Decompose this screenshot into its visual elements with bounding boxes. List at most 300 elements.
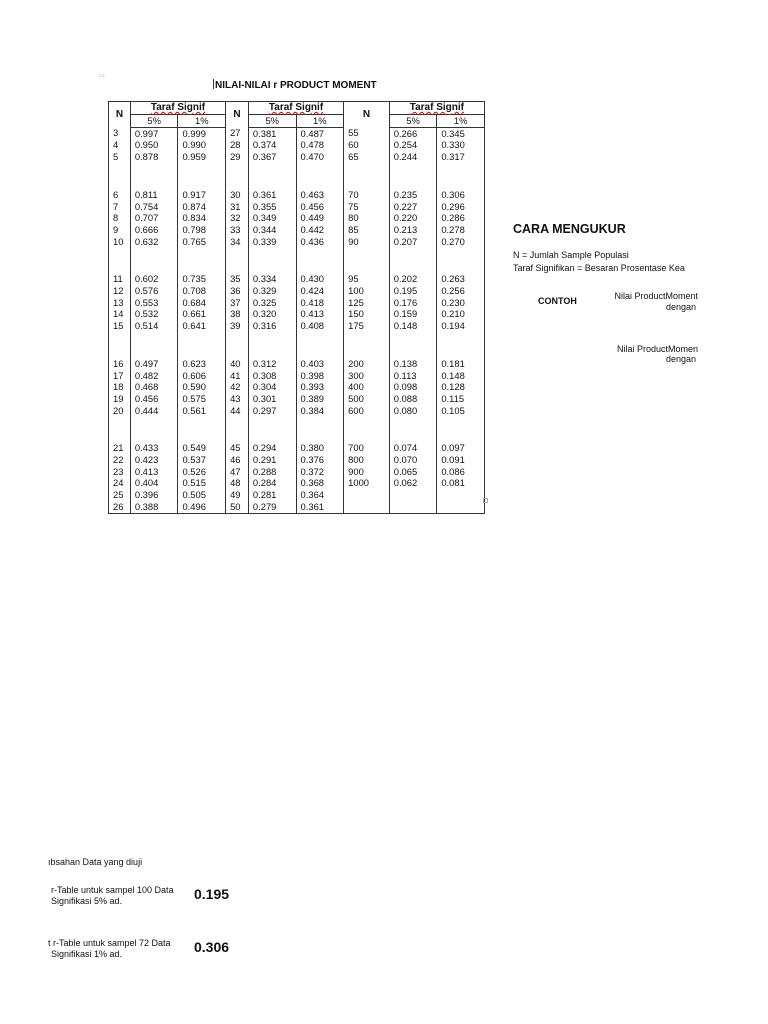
table-row xyxy=(109,370,485,382)
n-cell: 33 xyxy=(226,224,249,236)
r-value-cell: 0.433 xyxy=(130,442,178,454)
n-cell: 24 xyxy=(109,477,131,489)
r-value-cell: 0.449 xyxy=(296,212,344,224)
r-value-cell: 0.398 xyxy=(296,370,344,382)
n-cell: 43 xyxy=(226,393,249,405)
spacer-cell xyxy=(226,247,249,273)
spacer-cell xyxy=(344,332,390,358)
r-value-cell: 0.532 xyxy=(130,308,178,320)
r-value-cell: 0.423 xyxy=(130,454,178,466)
r-value-cell: 0.086 xyxy=(437,466,485,478)
r-value-cell: 0.623 xyxy=(178,358,226,370)
r-value-cell: 0.515 xyxy=(178,477,226,489)
r-value-cell: 0.081 xyxy=(437,477,485,489)
n-cell: 38 xyxy=(226,308,249,320)
r-value-cell: 0.256 xyxy=(437,285,485,297)
r-value-cell: 0.210 xyxy=(437,308,485,320)
bottom-example1-line2: Signifikasi 5% ad. xyxy=(51,896,123,906)
spacer-cell xyxy=(130,247,178,273)
group-spacer xyxy=(109,416,485,442)
table-title: NILAI-NILAI r PRODUCT MOMENT xyxy=(215,80,377,91)
spacer-cell xyxy=(437,416,485,442)
n-cell: 17 xyxy=(109,370,131,382)
n-cell: 23 xyxy=(109,466,131,478)
n-cell: 27 xyxy=(226,127,249,139)
r-value-cell: 0.602 xyxy=(130,273,178,285)
r-value-cell: 0.497 xyxy=(130,358,178,370)
n-cell: 13 xyxy=(109,297,131,309)
r-value-cell: 0.917 xyxy=(178,189,226,201)
bottom-example2-line2: Signifikasi 1% ad. xyxy=(51,949,123,959)
taraf-description: Taraf Signifikan = Besaran Prosentase Kea xyxy=(513,263,685,273)
spacer-cell xyxy=(437,332,485,358)
group-spacer xyxy=(109,247,485,273)
n-cell: 42 xyxy=(226,381,249,393)
r-value-cell: 0.098 xyxy=(389,381,437,393)
table-row xyxy=(109,501,485,513)
r-value-cell: 0.590 xyxy=(178,381,226,393)
table-row xyxy=(109,393,485,405)
pct1-header: 1% xyxy=(178,115,226,128)
r-value-cell: 0.404 xyxy=(130,477,178,489)
n-cell: 1000 xyxy=(344,477,390,489)
spacer-cell xyxy=(130,332,178,358)
spacer-cell xyxy=(296,247,344,273)
n-cell: 31 xyxy=(226,201,249,213)
n-cell: 65 xyxy=(344,151,390,163)
spacer-cell xyxy=(178,416,226,442)
table-row xyxy=(109,201,485,213)
n-cell: 49 xyxy=(226,489,249,501)
n-cell: 18 xyxy=(109,381,131,393)
n-cell: 11 xyxy=(109,273,131,285)
r-value-cell xyxy=(389,489,437,501)
r-value-cell: 0.254 xyxy=(389,139,437,151)
r-value-cell: 0.684 xyxy=(178,297,226,309)
r-value-cell: 0.950 xyxy=(130,139,178,151)
table-row xyxy=(109,466,485,478)
table-row xyxy=(109,189,485,201)
taraf-signif-header: Taraf Signif xyxy=(389,102,484,115)
spacer-cell xyxy=(226,332,249,358)
spacer-cell xyxy=(344,247,390,273)
r-value-cell: 0.306 xyxy=(437,189,485,201)
r-value-cell: 0.463 xyxy=(296,189,344,201)
r-value-cell: 0.349 xyxy=(248,212,296,224)
n-cell: 4 xyxy=(109,139,131,151)
n-cell: 47 xyxy=(226,466,249,478)
r-value-cell: 0.708 xyxy=(178,285,226,297)
r-value-cell: 0.294 xyxy=(248,442,296,454)
n-cell: 60 xyxy=(344,139,390,151)
r-value-cell: 0.384 xyxy=(296,405,344,417)
r-value-cell: 0.113 xyxy=(389,370,437,382)
table-row xyxy=(109,442,485,454)
r-value-cell: 0.278 xyxy=(437,224,485,236)
r-value-cell: 0.661 xyxy=(178,308,226,320)
resize-handle[interactable] xyxy=(483,498,488,503)
r-value-cell: 0.281 xyxy=(248,489,296,501)
spacer-cell xyxy=(248,247,296,273)
n-cell: 100 xyxy=(344,285,390,297)
r-value-cell: 0.765 xyxy=(178,236,226,248)
r-value-cell: 0.754 xyxy=(130,201,178,213)
r-value-cell: 0.468 xyxy=(130,381,178,393)
r-value-cell: 0.194 xyxy=(437,320,485,332)
n-cell: 800 xyxy=(344,454,390,466)
r-value-cell xyxy=(437,501,485,513)
r-value-cell: 0.227 xyxy=(389,201,437,213)
spacer-cell xyxy=(109,163,131,189)
r-value-cell: 0.396 xyxy=(130,489,178,501)
n-cell: 95 xyxy=(344,273,390,285)
spacer-cell xyxy=(344,416,390,442)
n-cell: 85 xyxy=(344,224,390,236)
n-cell: 41 xyxy=(226,370,249,382)
pct1-header: 1% xyxy=(437,115,485,128)
r-value-cell: 0.470 xyxy=(296,151,344,163)
n-cell: 20 xyxy=(109,405,131,417)
n-cell: 39 xyxy=(226,320,249,332)
r-value-cell: 0.317 xyxy=(437,151,485,163)
n-cell: 40 xyxy=(226,358,249,370)
r-value-cell: 0.367 xyxy=(248,151,296,163)
r-value-cell: 0.344 xyxy=(248,224,296,236)
r-value-cell: 0.062 xyxy=(389,477,437,489)
n-cell xyxy=(344,501,390,513)
spacer-cell xyxy=(296,163,344,189)
r-value-cell: 0.128 xyxy=(437,381,485,393)
r-value-cell: 0.380 xyxy=(296,442,344,454)
n-cell: 15 xyxy=(109,320,131,332)
n-cell: 28 xyxy=(226,139,249,151)
n-cell: 46 xyxy=(226,454,249,466)
r-value-cell: 0.514 xyxy=(130,320,178,332)
spacer-cell xyxy=(109,416,131,442)
r-value-cell: 0.666 xyxy=(130,224,178,236)
r-value-cell: 0.361 xyxy=(248,189,296,201)
table-row xyxy=(109,273,485,285)
n-cell: 3 xyxy=(109,127,131,139)
r-value-cell: 0.176 xyxy=(389,297,437,309)
n-cell: 14 xyxy=(109,308,131,320)
r-value-cell: 0.526 xyxy=(178,466,226,478)
spacer-cell xyxy=(130,416,178,442)
pct5-header: 5% xyxy=(389,115,437,128)
r-value-cell: 0.505 xyxy=(178,489,226,501)
n-cell: 6 xyxy=(109,189,131,201)
pct5-header: 5% xyxy=(130,115,178,128)
r-value-cell: 0.735 xyxy=(178,273,226,285)
n-cell: 36 xyxy=(226,285,249,297)
bottom-example2-value: 0.306 xyxy=(194,939,230,955)
r-value-cell: 0.148 xyxy=(437,370,485,382)
r-value-cell: 0.291 xyxy=(248,454,296,466)
r-value-cell: 0.372 xyxy=(296,466,344,478)
r-value-cell: 0.413 xyxy=(130,466,178,478)
r-value-cell: 0.159 xyxy=(389,308,437,320)
r-value-cell: 0.070 xyxy=(389,454,437,466)
n-cell: 150 xyxy=(344,308,390,320)
n-cell: 26 xyxy=(109,501,131,513)
r-value-cell: 0.207 xyxy=(389,236,437,248)
r-value-cell: 0.442 xyxy=(296,224,344,236)
r-value-cell: 0.376 xyxy=(296,454,344,466)
r-value-cell: 0.444 xyxy=(130,405,178,417)
r-value-cell: 0.181 xyxy=(437,358,485,370)
r-value-cell: 0.641 xyxy=(178,320,226,332)
n-cell: 55 xyxy=(344,127,390,139)
r-value-cell: 0.456 xyxy=(130,393,178,405)
r-value-cell: 0.097 xyxy=(437,442,485,454)
table-row xyxy=(109,454,485,466)
r-value-cell: 0.270 xyxy=(437,236,485,248)
r-value-cell: 0.312 xyxy=(248,358,296,370)
spacer-cell xyxy=(389,332,437,358)
r-value-cell: 0.235 xyxy=(389,189,437,201)
spacer-cell xyxy=(389,163,437,189)
n-cell: 200 xyxy=(344,358,390,370)
n-cell: 600 xyxy=(344,405,390,417)
n-cell: 19 xyxy=(109,393,131,405)
r-value-cell: 0.263 xyxy=(437,273,485,285)
r-value-cell: 0.065 xyxy=(389,466,437,478)
spacer-cell xyxy=(437,163,485,189)
taraf-signif-header: Taraf Signif xyxy=(248,102,343,115)
r-value-cell: 0.266 xyxy=(389,127,437,139)
table-row xyxy=(109,285,485,297)
r-value-cell: 0.798 xyxy=(178,224,226,236)
n-cell: 44 xyxy=(226,405,249,417)
r-value-cell: 0.576 xyxy=(130,285,178,297)
n-cell: 9 xyxy=(109,224,131,236)
spacer-cell xyxy=(178,247,226,273)
r-value-cell: 0.482 xyxy=(130,370,178,382)
spacer-cell xyxy=(226,163,249,189)
r-value-cell: 0.279 xyxy=(248,501,296,513)
r-value-cell: 0.990 xyxy=(178,139,226,151)
n-header: N xyxy=(344,102,390,128)
spacer-cell xyxy=(389,416,437,442)
n-cell: 37 xyxy=(226,297,249,309)
r-value-cell: 0.202 xyxy=(389,273,437,285)
r-value-cell: 0.456 xyxy=(296,201,344,213)
bottom-example1-line1: r-Table untuk sampel 100 Data xyxy=(51,885,174,895)
r-value-cell: 0.301 xyxy=(248,393,296,405)
r-value-cell: 0.345 xyxy=(437,127,485,139)
pct1-header: 1% xyxy=(296,115,344,128)
r-value-cell: 0.296 xyxy=(437,201,485,213)
r-value-cell: 0.561 xyxy=(178,405,226,417)
r-value-cell: 0.632 xyxy=(130,236,178,248)
spacer-cell xyxy=(389,247,437,273)
r-value-cell: 0.138 xyxy=(389,358,437,370)
r-value-cell: 0.834 xyxy=(178,212,226,224)
example1-line2: dengan xyxy=(665,302,696,312)
example2-line2: dengan xyxy=(665,354,696,364)
r-value-cell: 0.478 xyxy=(296,139,344,151)
r-value-cell: 0.496 xyxy=(178,501,226,513)
spacer-cell xyxy=(248,416,296,442)
n-cell: 10 xyxy=(109,236,131,248)
spacer-cell xyxy=(130,163,178,189)
n-header: N xyxy=(226,102,249,128)
group-spacer xyxy=(109,163,485,189)
r-value-cell: 0.553 xyxy=(130,297,178,309)
cara-mengukur-title: CARA MENGUKUR xyxy=(513,222,626,234)
r-value-cell: 0.393 xyxy=(296,381,344,393)
pct5-header: 5% xyxy=(248,115,296,128)
table-row xyxy=(109,127,485,139)
r-value-cell: 0.811 xyxy=(130,189,178,201)
r-value-cell: 0.389 xyxy=(296,393,344,405)
r-value-cell: 0.403 xyxy=(296,358,344,370)
r-product-moment-table xyxy=(108,101,485,514)
n-cell xyxy=(344,489,390,501)
corner-marker: ▭ xyxy=(99,73,105,79)
r-value-cell: 0.997 xyxy=(130,127,178,139)
n-cell: 700 xyxy=(344,442,390,454)
contoh-label: CONTOH xyxy=(538,296,577,306)
bottom-example2-line1: t r-Table untuk sampel 72 Data xyxy=(48,938,171,948)
r-value-cell: 0.339 xyxy=(248,236,296,248)
spacer-cell xyxy=(296,332,344,358)
table-row xyxy=(109,236,485,248)
table-row xyxy=(109,212,485,224)
r-value-cell: 0.220 xyxy=(389,212,437,224)
r-value-cell: 0.424 xyxy=(296,285,344,297)
bottom-example1-value: 0.195 xyxy=(194,886,230,902)
r-value-cell: 0.355 xyxy=(248,201,296,213)
r-value-cell: 0.286 xyxy=(437,212,485,224)
r-value-cell: 0.388 xyxy=(130,501,178,513)
n-cell: 21 xyxy=(109,442,131,454)
r-value-cell: 0.364 xyxy=(296,489,344,501)
table-row xyxy=(109,308,485,320)
n-cell: 22 xyxy=(109,454,131,466)
r-value-cell: 0.325 xyxy=(248,297,296,309)
example2-line1: Nilai ProductMomen xyxy=(616,344,698,354)
spacer-cell xyxy=(226,416,249,442)
r-value-cell: 0.304 xyxy=(248,381,296,393)
r-value-cell: 0.549 xyxy=(178,442,226,454)
n-cell: 175 xyxy=(344,320,390,332)
n-description: N = Jumlah Sample Populasi xyxy=(513,250,629,260)
n-cell: 34 xyxy=(226,236,249,248)
table-row xyxy=(109,297,485,309)
r-value-cell: 0.999 xyxy=(178,127,226,139)
table-row xyxy=(109,139,485,151)
table-row xyxy=(109,151,485,163)
r-value-cell: 0.408 xyxy=(296,320,344,332)
n-cell: 7 xyxy=(109,201,131,213)
r-value-cell: 0.606 xyxy=(178,370,226,382)
spacer-cell xyxy=(109,332,131,358)
table-row xyxy=(109,489,485,501)
r-value-cell: 0.213 xyxy=(389,224,437,236)
n-cell: 80 xyxy=(344,212,390,224)
r-value-cell: 0.361 xyxy=(296,501,344,513)
table-row xyxy=(109,358,485,370)
n-cell: 300 xyxy=(344,370,390,382)
n-cell: 8 xyxy=(109,212,131,224)
spacer-cell xyxy=(178,332,226,358)
r-value-cell: 0.091 xyxy=(437,454,485,466)
table-row xyxy=(109,405,485,417)
r-value-cell: 0.244 xyxy=(389,151,437,163)
r-value-cell: 0.334 xyxy=(248,273,296,285)
r-value-cell: 0.436 xyxy=(296,236,344,248)
table-row xyxy=(109,477,485,489)
r-value-cell: 0.707 xyxy=(130,212,178,224)
n-cell: 25 xyxy=(109,489,131,501)
n-cell: 32 xyxy=(226,212,249,224)
n-cell: 5 xyxy=(109,151,131,163)
r-value-cell: 0.088 xyxy=(389,393,437,405)
r-value-cell: 0.316 xyxy=(248,320,296,332)
spacer-cell xyxy=(344,163,390,189)
r-value-cell: 0.329 xyxy=(248,285,296,297)
n-cell: 50 xyxy=(226,501,249,513)
r-value-cell xyxy=(389,501,437,513)
spacer-cell xyxy=(248,332,296,358)
spacer-cell xyxy=(437,247,485,273)
r-value-cell: 0.430 xyxy=(296,273,344,285)
example1-line1: Nilai ProductMoment xyxy=(614,291,698,301)
r-value-cell: 0.330 xyxy=(437,139,485,151)
group-spacer xyxy=(109,332,485,358)
table-row xyxy=(109,381,485,393)
r-value-cell: 0.297 xyxy=(248,405,296,417)
r-value-cell: 0.284 xyxy=(248,477,296,489)
r-value-cell: 0.320 xyxy=(248,308,296,320)
n-cell: 30 xyxy=(226,189,249,201)
r-value-cell: 0.368 xyxy=(296,477,344,489)
r-value-cell: 0.575 xyxy=(178,393,226,405)
n-cell: 29 xyxy=(226,151,249,163)
n-cell: 900 xyxy=(344,466,390,478)
spacer-cell xyxy=(248,163,296,189)
spacer-cell xyxy=(109,247,131,273)
n-cell: 125 xyxy=(344,297,390,309)
r-value-cell: 0.381 xyxy=(248,127,296,139)
r-value-cell xyxy=(437,489,485,501)
r-value-cell: 0.074 xyxy=(389,442,437,454)
n-header: N xyxy=(109,102,131,128)
r-value-cell: 0.115 xyxy=(437,393,485,405)
r-value-cell: 0.374 xyxy=(248,139,296,151)
n-cell: 48 xyxy=(226,477,249,489)
r-value-cell: 0.080 xyxy=(389,405,437,417)
r-value-cell: 0.105 xyxy=(437,405,485,417)
r-value-cell: 0.418 xyxy=(296,297,344,309)
n-cell: 500 xyxy=(344,393,390,405)
n-cell: 35 xyxy=(226,273,249,285)
r-value-cell: 0.537 xyxy=(178,454,226,466)
r-value-cell: 0.308 xyxy=(248,370,296,382)
r-value-cell: 0.959 xyxy=(178,151,226,163)
table-row xyxy=(109,224,485,236)
r-value-cell: 0.878 xyxy=(130,151,178,163)
r-value-cell: 0.148 xyxy=(389,320,437,332)
table-row xyxy=(109,320,485,332)
taraf-signif-header: Taraf Signif xyxy=(130,102,225,115)
r-value-cell: 0.288 xyxy=(248,466,296,478)
validity-heading: ıbsahan Data yang diuji xyxy=(48,857,143,867)
n-cell: 400 xyxy=(344,381,390,393)
table-body xyxy=(109,127,485,513)
n-cell: 70 xyxy=(344,189,390,201)
